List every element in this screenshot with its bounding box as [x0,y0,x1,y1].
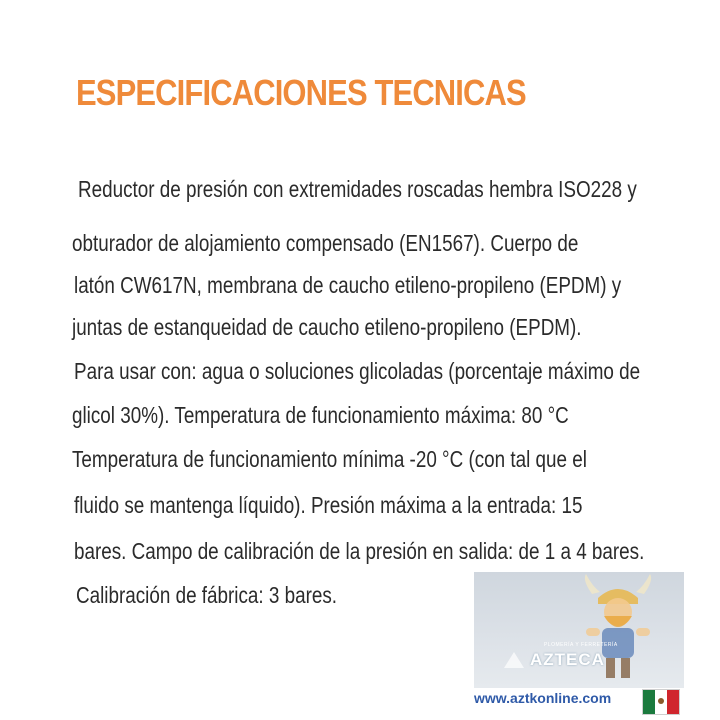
logo-subtitle: PLOMERÍA Y FERRETERÍA [544,642,618,648]
azteca-logo [474,572,684,688]
viking-mascot-icon [474,572,684,688]
spec-line: juntas de estanqueidad de caucho etileno-propileno (EPDM). [72,314,582,340]
spec-line: Reductor de presión con extremidades roscadas hembra ISO228 y [78,176,637,202]
spec-line: obturador de alojamiento compensado (EN1567). Cuerpo de [72,230,579,256]
website-link[interactable]: www.aztkonline.com [474,690,612,706]
spec-line: glicol 30%). Temperatura de funcionamiento máxima: 80 °C [72,402,569,428]
spec-line: fluido se mantenga líquido). Presión máxima a la entrada: 15 [74,492,583,518]
mexico-flag-icon [642,689,680,715]
spec-line: latón CW617N, membrana de caucho etileno-propileno (EPDM) y [74,272,622,298]
logo-name: AZTECA [530,650,605,669]
spec-line: Para usar con: agua o soluciones glicoladas (porcentaje máximo de [74,358,641,384]
spec-line: Calibración de fábrica: 3 bares. [76,582,338,608]
spec-line: bares. Campo de calibración de la presión en salida: de 1 a 4 bares. [74,538,645,564]
page-title: ESPECIFICACIONES TECNICAS [76,72,526,113]
spec-line: Temperatura de funcionamiento mínima -20 °C (con tal que el [72,446,587,472]
